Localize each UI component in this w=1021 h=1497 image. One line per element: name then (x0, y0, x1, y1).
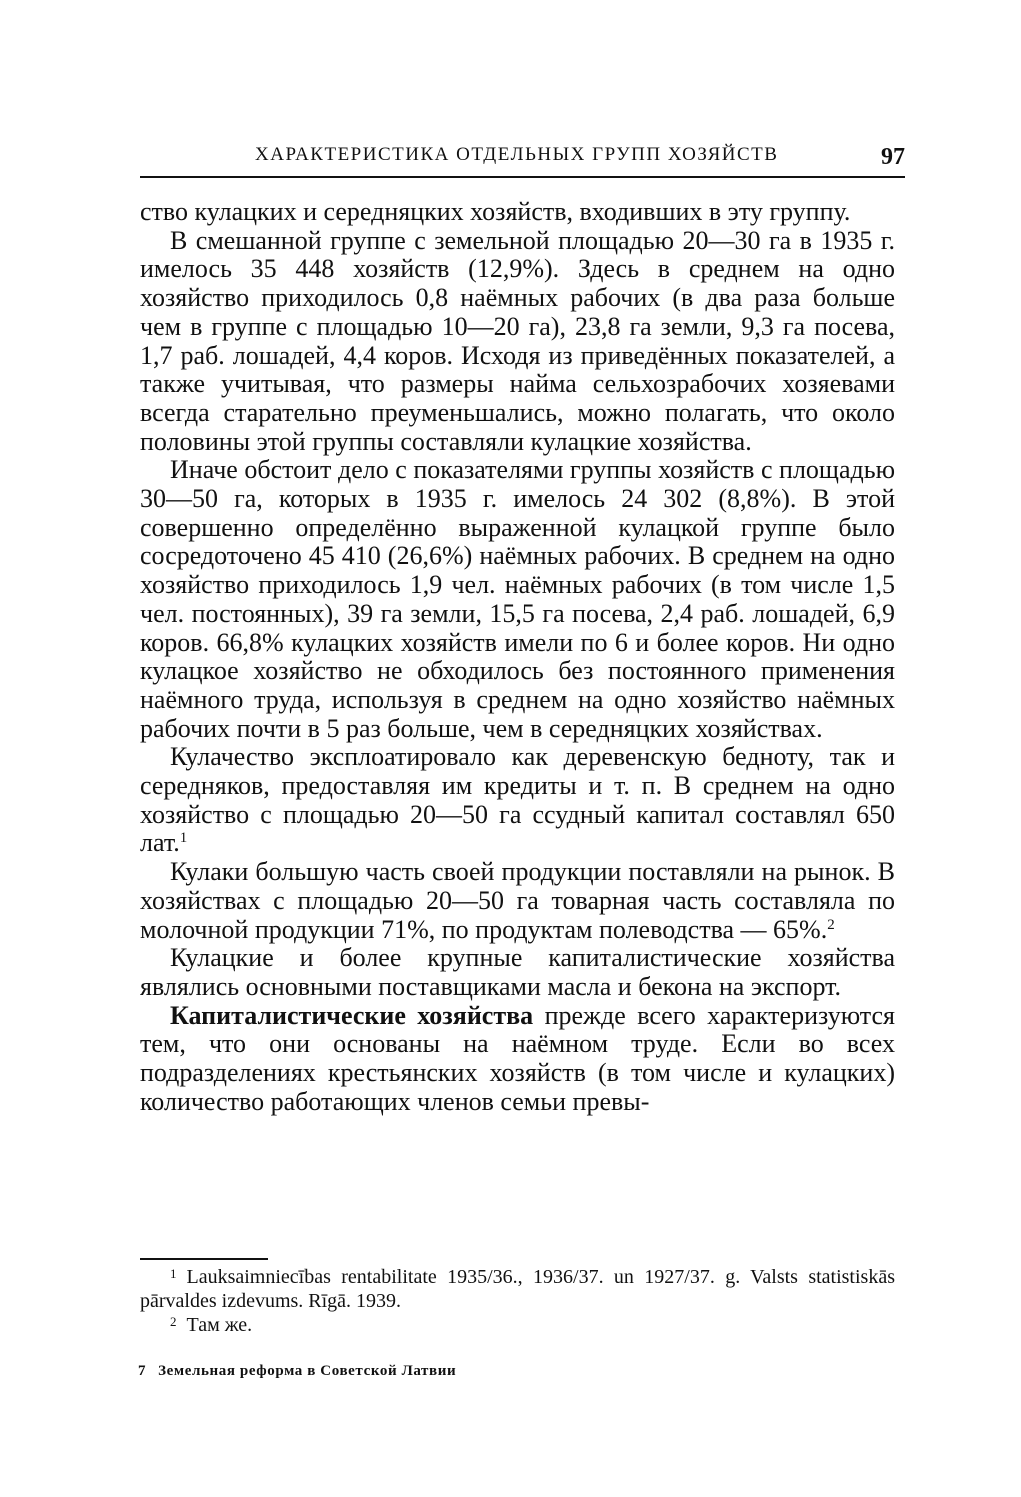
footnotes (140, 1265, 895, 1337)
paragraph-kulak-group: Иначе обстоит дело с показателями группы хозяйств с площадью 30—50 га, которых в 1935 г. имелось 24 302 (8,8%). В этой совершенно определённо выраженной кулацкой группе было сосредоточено 45 410 (26,6%) наёмных рабочих. В среднем на одно хозяйство приходилось 1,9 чел. наёмных рабочих (в том числе 1,5 чел. постоянных), 39 га земли, 15,5 га посева, 2,4 раб. лошадей, 6,9 коров. 66,8% кулацких хозяйств имели по 6 и более коров. Ни одно кулацкое хозяйство не обходилось без постоянного применения наёмного труда, используя в среднем на одно хозяйство наёмных рабочих почти в 5 раз больше, чем в середняцких хозяйствах. (140, 455, 895, 743)
paragraph-market (140, 858, 895, 944)
footnote-reference-2: 2 (827, 916, 835, 933)
paragraph-market-text: Кулаки большую часть своей продукции поставляли на рынок. В хозяйствах с площадью 20—50 га товарная часть составляла по молочной продукции 71%, по продуктам полеводства — 65%. (140, 857, 895, 944)
bold-lead-phrase: Капиталистические хозяйства (170, 1000, 534, 1030)
paragraph-capitalist-text: прежде всего характеризуются тем, что они основаны на наёмном труде. Если во всех подразделениях крестьянских хозяйств (в том числе и кулацких) количество работающих членов семьи превы- (140, 1000, 895, 1116)
header-rule (140, 176, 905, 178)
paragraph-export: Кулацкие и более крупные капиталистические хозяйства являлись основными поставщиками масла и бекона на экспорт. (140, 943, 895, 1001)
footnote (140, 1265, 895, 1313)
printer-signature (138, 1363, 456, 1380)
page-number: 97 (881, 144, 905, 170)
footnote-rule (140, 1258, 268, 1260)
signature-title: Земельная реформа в Советской Латвии (158, 1363, 457, 1379)
signature-number: 7 (138, 1363, 147, 1379)
running-head-title: ХАРАКТЕРИСТИКА ОТДЕЛЬНЫХ ГРУПП ХОЗЯЙСТВ (255, 144, 779, 165)
main-text (140, 198, 895, 1117)
footnote-reference-1: 1 (179, 830, 188, 847)
paragraph-mixed-group: В смешанной группе с земельной площадью 20—30 га в 1935 г. имелось 35 448 хозяйств (12,9%). Здесь в среднем на одно хозяйство приходилось 0,8 наёмных рабочих (в два раза больше чем в группе с площадью 10—20 га), 23,8 га земли, 9,3 га посева, 1,7 раб. лошадей, 4,4 коров. Исходя из приведённых показателей, а также учитывая, что размеры найма сельхозрабочих хозяевами всегда старательно преуменьшались, можно полагать, что около половины этой группы составляли кулацкие хозяйства. (140, 225, 895, 456)
footnote-text: Lauksaimniecības rentabilitate 1935/36., 1936/37. un 1927/37. g. Valsts statistiskās pārvaldes izdevums. Rīgā. 1939. (140, 1266, 895, 1312)
footnote-mark: 2 (170, 1314, 177, 1329)
paragraph-exploitation-text: Кулачество эксплоатировало как деревенскую бедноту, так и середняков, предоставляя им кредиты и т. п. В среднем на одно хозяйство с площадью 20—50 га ссудный капитал составлял 650 лат. (140, 742, 895, 858)
footnote-mark: 1 (170, 1266, 177, 1281)
footnote-text: Там же. (186, 1314, 253, 1336)
paragraph-continuation: ство кулацких и середняцких хозяйств, входивших в эту группу. (140, 197, 851, 226)
page-header (140, 144, 905, 176)
footnote (140, 1313, 895, 1337)
paragraph-exploitation (140, 743, 895, 858)
paragraph-capitalist (140, 1002, 895, 1117)
